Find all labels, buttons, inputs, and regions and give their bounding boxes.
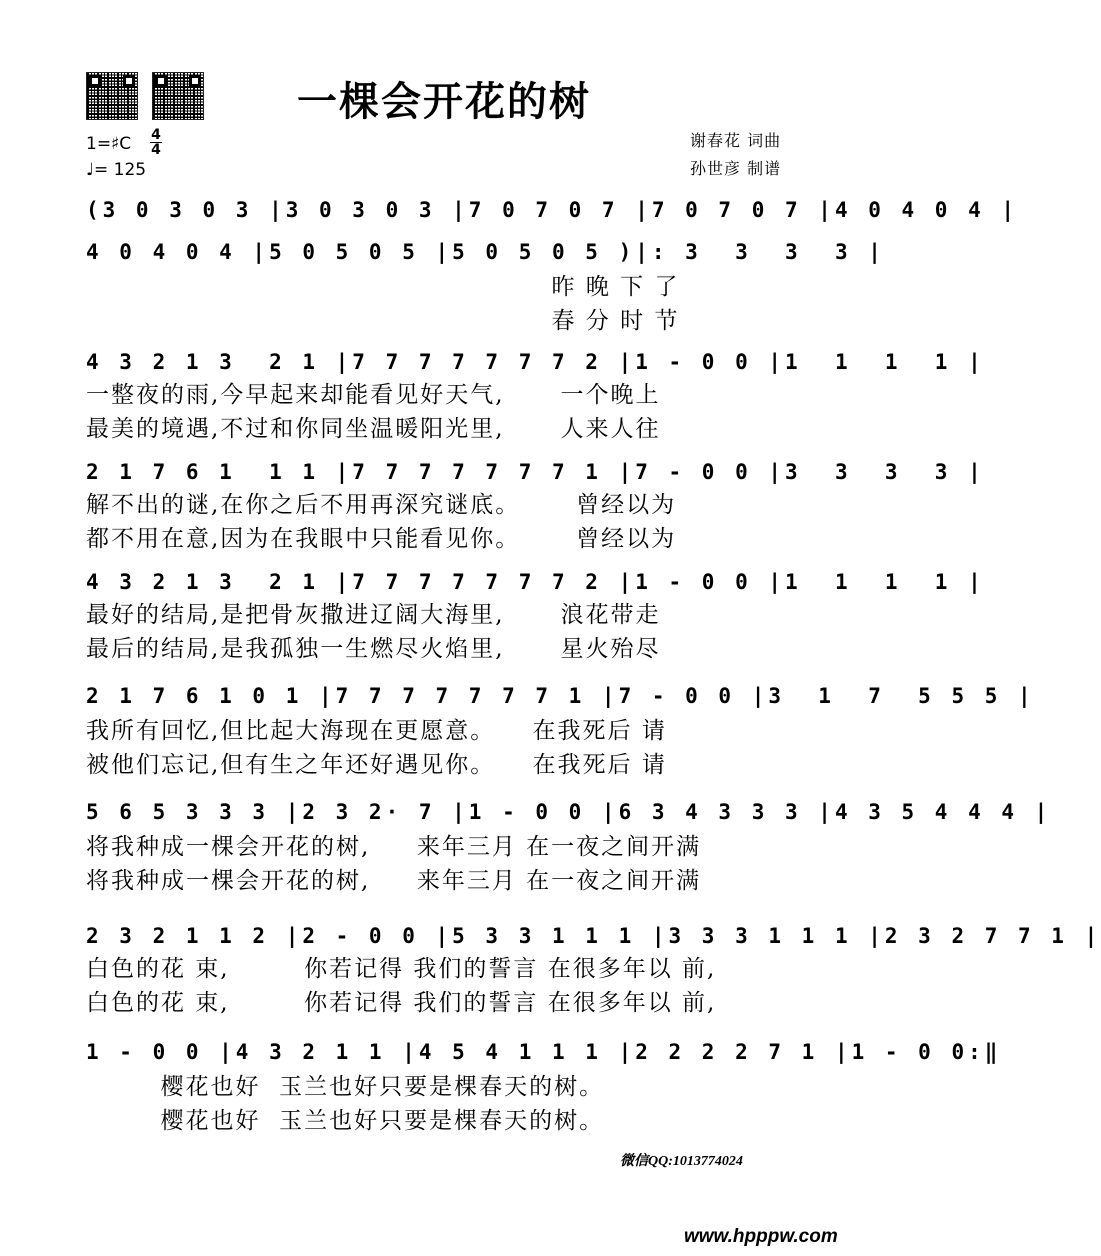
- key-signature: [86, 134, 131, 154]
- lyric-line: 白色的花 束, 你若记得 我们的誓言 在很多年以 前,: [86, 990, 717, 1016]
- contact-info: 微信QQ:1013774024: [620, 1154, 743, 1169]
- staff-line-6: 2 1 7 6 1 0 1 |7 7 7 7 7 7 7 1 |7 - 0 0 |3 1 7 5 5 5 |: [86, 684, 1035, 708]
- lyric-line: 最好的结局,是把骨灰撒进辽阔大海里, 浪花带走: [86, 602, 661, 628]
- staff-line-3: 4 3 2 1 3 2 1 |7 7 7 7 7 7 7 2 |1 - 0 0 |1 1 1 1 |: [86, 350, 985, 374]
- lyric-line: 被他们忘记,但有生之年还好遇见你。 在我死后 请: [86, 752, 667, 778]
- staff-line-9: 1 - 0 0 |4 3 2 1 1 |4 5 4 1 1 1 |2 2 2 2 7 1 |1 - 0 0:‖: [86, 1040, 1002, 1064]
- staff-line-4: 2 1 7 6 1 1 1 |7 7 7 7 7 7 7 1 |7 - 0 0 |3 3 3 3 |: [86, 460, 985, 484]
- time-signature: [150, 128, 162, 157]
- lyric-line: 昨 晚 下 了: [86, 274, 680, 300]
- lyric-line: 一整夜的雨,今早起来却能看见好天气, 一个晚上: [86, 382, 661, 408]
- arranger-credit: 孙世彦 制谱: [690, 159, 782, 178]
- staff-line-1: (3 0 3 0 3 |3 0 3 0 3 |7 0 7 0 7 |7 0 7 0 7 |4 0 4 0 4 |: [86, 198, 1019, 222]
- lyric-line: 都不用在意,因为在我眼中只能看见你。 曾经以为: [86, 526, 677, 552]
- tempo-marking: ♩= 125: [86, 160, 147, 180]
- time-bottom: 4: [151, 142, 161, 158]
- lyric-line: 将我种成一棵会开花的树, 来年三月 在一夜之间开满: [86, 834, 702, 860]
- page-title: 一棵会开花的树: [297, 78, 591, 125]
- staff-line-5: 4 3 2 1 3 2 1 |7 7 7 7 7 7 7 2 |1 - 0 0 |1 1 1 1 |: [86, 570, 985, 594]
- lyric-line: 白色的花 束, 你若记得 我们的誓言 在很多年以 前,: [86, 956, 717, 982]
- staff-line-7: 5 6 5 3 3 3 |2 3 2· 7 |1 - 0 0 |6 3 4 3 3 3 |4 3 5 4 4 4 |: [86, 800, 1052, 824]
- staff-line-8: 2 3 2 1 1 2 |2 - 0 0 |5 3 3 1 1 1 |3 3 3 1 1 1 |2 3 2 7 7 1 |: [86, 924, 1101, 948]
- lyric-line: 樱花也好 玉兰也好只要是棵春天的树。: [86, 1074, 605, 1100]
- lyric-line: 将我种成一棵会开花的树, 来年三月 在一夜之间开满: [86, 868, 702, 894]
- lyricist-credit: 谢春花 词曲: [690, 131, 782, 150]
- site-watermark: www.hpppw.com: [684, 1226, 838, 1247]
- lyric-line: 春 分 时 节: [86, 308, 680, 334]
- lyric-line: 解不出的谜,在你之后不用再深究谜底。 曾经以为: [86, 492, 677, 518]
- lyric-line: 最后的结局,是我孤独一生燃尽火焰里, 星火殆尽: [86, 636, 661, 662]
- time-top: 4: [151, 127, 161, 143]
- lyric-line: 樱花也好 玉兰也好只要是棵春天的树。: [86, 1108, 605, 1134]
- key-label: 1=♯C: [86, 134, 132, 154]
- staff-line-2: 4 0 4 0 4 |5 0 5 0 5 |5 0 5 0 5 )|: 3 3 3 3 |: [86, 240, 885, 264]
- lyric-line: 我所有回忆,但比起大海现在更愿意。 在我死后 请: [86, 718, 667, 744]
- lyric-line: 最美的境遇,不过和你同坐温暖阳光里, 人来人往: [86, 416, 661, 442]
